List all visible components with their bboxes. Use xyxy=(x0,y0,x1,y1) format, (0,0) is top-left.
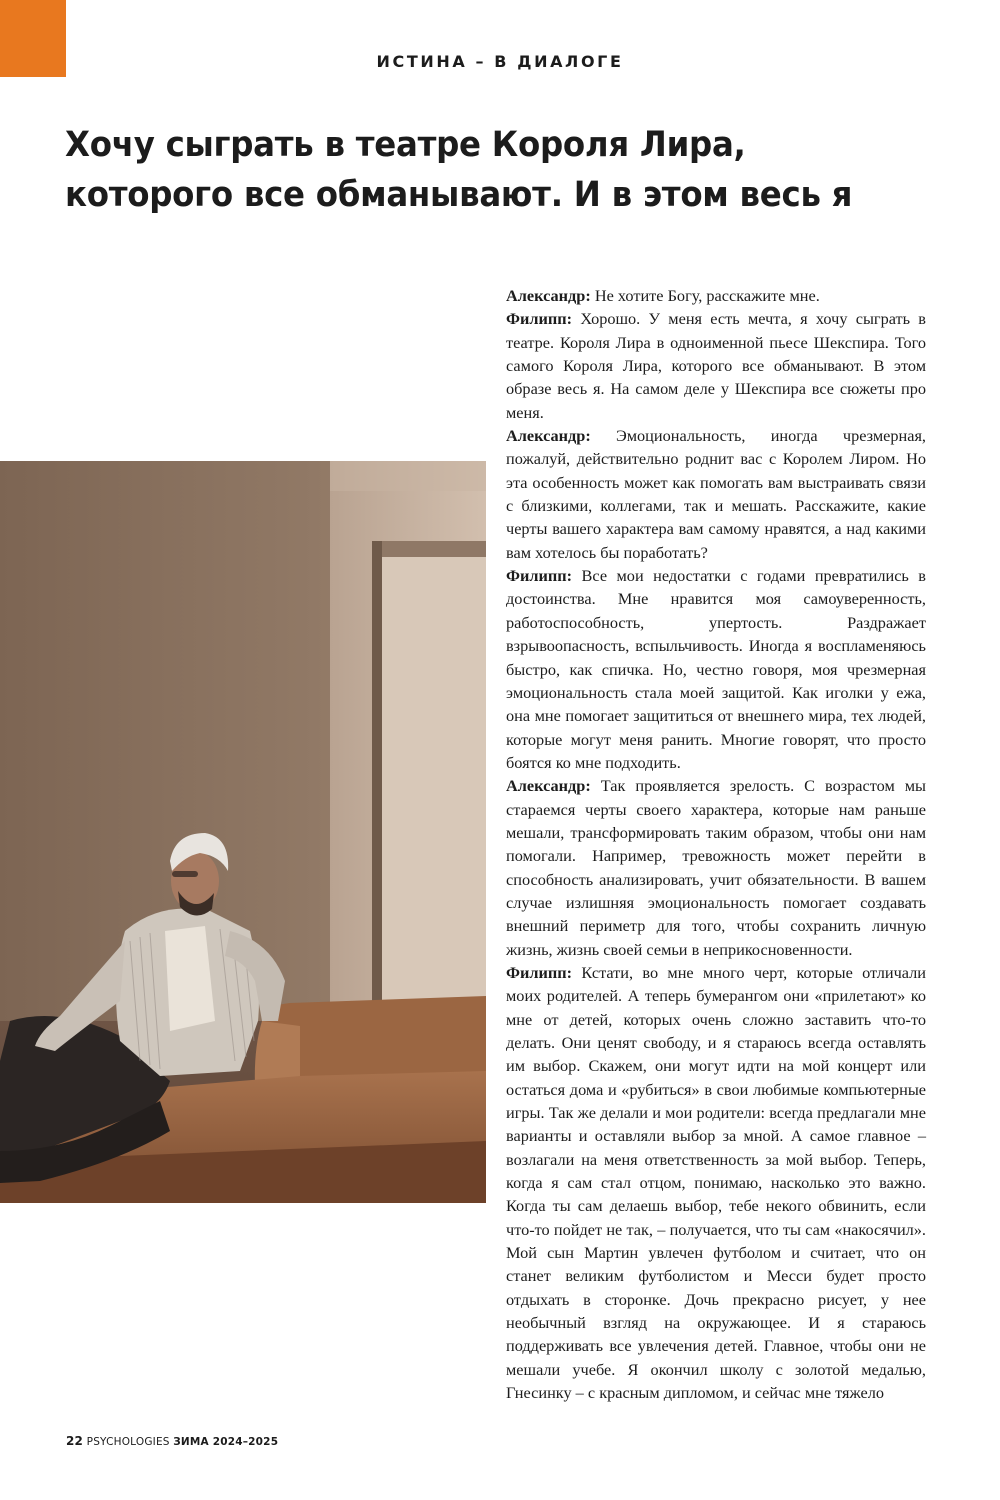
paragraph xyxy=(506,307,926,424)
paragraph xyxy=(506,564,926,774)
magazine-name: PSYCHOLOGIES xyxy=(86,1436,170,1448)
speaker-name: Александр: xyxy=(506,426,591,446)
page-footer xyxy=(66,1434,278,1448)
speech-text: Хорошо. У меня есть мечта, я хочу сыграть в театре. Короля Лира в одноименной пьесе Шекспира. Того самого Короля Лира, которого все обманывают. В этом образе весь я. На самом деле у Шекспира все сюжеты про меня. xyxy=(506,309,926,422)
speaker-name: Александр: xyxy=(506,286,591,305)
speaker-name: Филипп: xyxy=(506,309,573,329)
speech-text: Кстати, во мне много черт, которые отличали моих родителей. А теперь бумерангом они «прилетают» ко мне от детей, которых очень сложно заставить что-то делать. Они ценят свободу, и я стараюсь всегда оставлять им выбор. Скажем, они могут идти на мой концерт или остаться дома и «рубиться» в свои любимые компьютерные игры. Так же делали и мои родители: всегда предлагали мне варианты и оставляли выбор за мной. А самое главное – возлагали на меня ответственность за мой выбор. Теперь, когда я сам стал отцом, понимаю, насколько это важно. Когда ты сам делаешь выбор, тебе некого обвинить, если что-то пойдет не так, – получается, что ты сам «накосячил». Мой сын Мартин увлечен футболом и считает, что он станет великим футболистом и Месси будет просто отдыхать в сторонке. Дочь прекрасно рисует, у нее необычный взгляд на окружающее. И я стараюсь поддерживать все увлечения детей. Главное, чтобы они не мешали учебе. Я окончил школу с золотой медалью, Гнесинку – с красным дипломом, и сейчас мне тяжело xyxy=(506,962,926,1403)
speaker-name: Александр: xyxy=(506,776,591,796)
speaker-name: Филипп: xyxy=(506,566,573,586)
speech-text: Все мои недостатки с годами превратились в достоинства. Мне нравится моя самоуверенность, работоспособность, упертость. Раздражает взрывоопасность, вспыльчивость. Иногда я воспламеняюсь быстро, как спичка. Но, честно говоря, моя чрезмерная эмоциональность стала моей защитой. Как иголки у ежа, она мне помогает защититься от внешнего мира, тех людей, которые могут меня ранить. Многие говорят, что просто боятся ко мне подходить. xyxy=(506,566,926,772)
paragraph xyxy=(506,284,926,307)
issue-label: ЗИМА 2024–2025 xyxy=(173,1436,279,1448)
section-rubric: ИСТИНА – В ДИАЛОГЕ xyxy=(376,52,624,71)
speaker-name: Филипп: xyxy=(506,962,573,982)
page-number: 22 xyxy=(66,1434,84,1448)
paragraph xyxy=(506,774,926,961)
speech-text: Не хотите Богу, расскажите мне. xyxy=(590,286,820,305)
speech-text: Так проявляется зрелость. С возрастом мы стараемся черты своего характера, которые нам раньше мешали, трансформировать таким образом, чтобы они нам помогали. Например, тревожность может перейти в способность анализировать, учит обязательности. В вашем случае излишняя эмоциональность помогает создавать внешний периметр для того, чтобы сохранить личную жизнь, жизнь своей семьи в неприкосновенности. xyxy=(506,776,926,959)
interview-text xyxy=(506,284,926,1405)
speech-text: Эмоциональность, иногда чрезмерная, пожалуй, действительно роднит вас с Королем Лиром. Но эта особенность может как помогать вам выстраивать связи с близкими, коллегами, так и мешать. Расскажите, какие черты вашего характера вам самому нравятся, а над какими вам хотелось бы поработать? xyxy=(506,426,926,562)
portrait-photo xyxy=(0,461,486,1203)
paragraph xyxy=(506,961,926,1405)
portrait-photo-illustration xyxy=(0,461,486,1203)
headline: Хочу сыграть в театре Короля Лира, которого все обманывают. И в этом весь я xyxy=(65,125,853,215)
paragraph xyxy=(506,424,926,564)
